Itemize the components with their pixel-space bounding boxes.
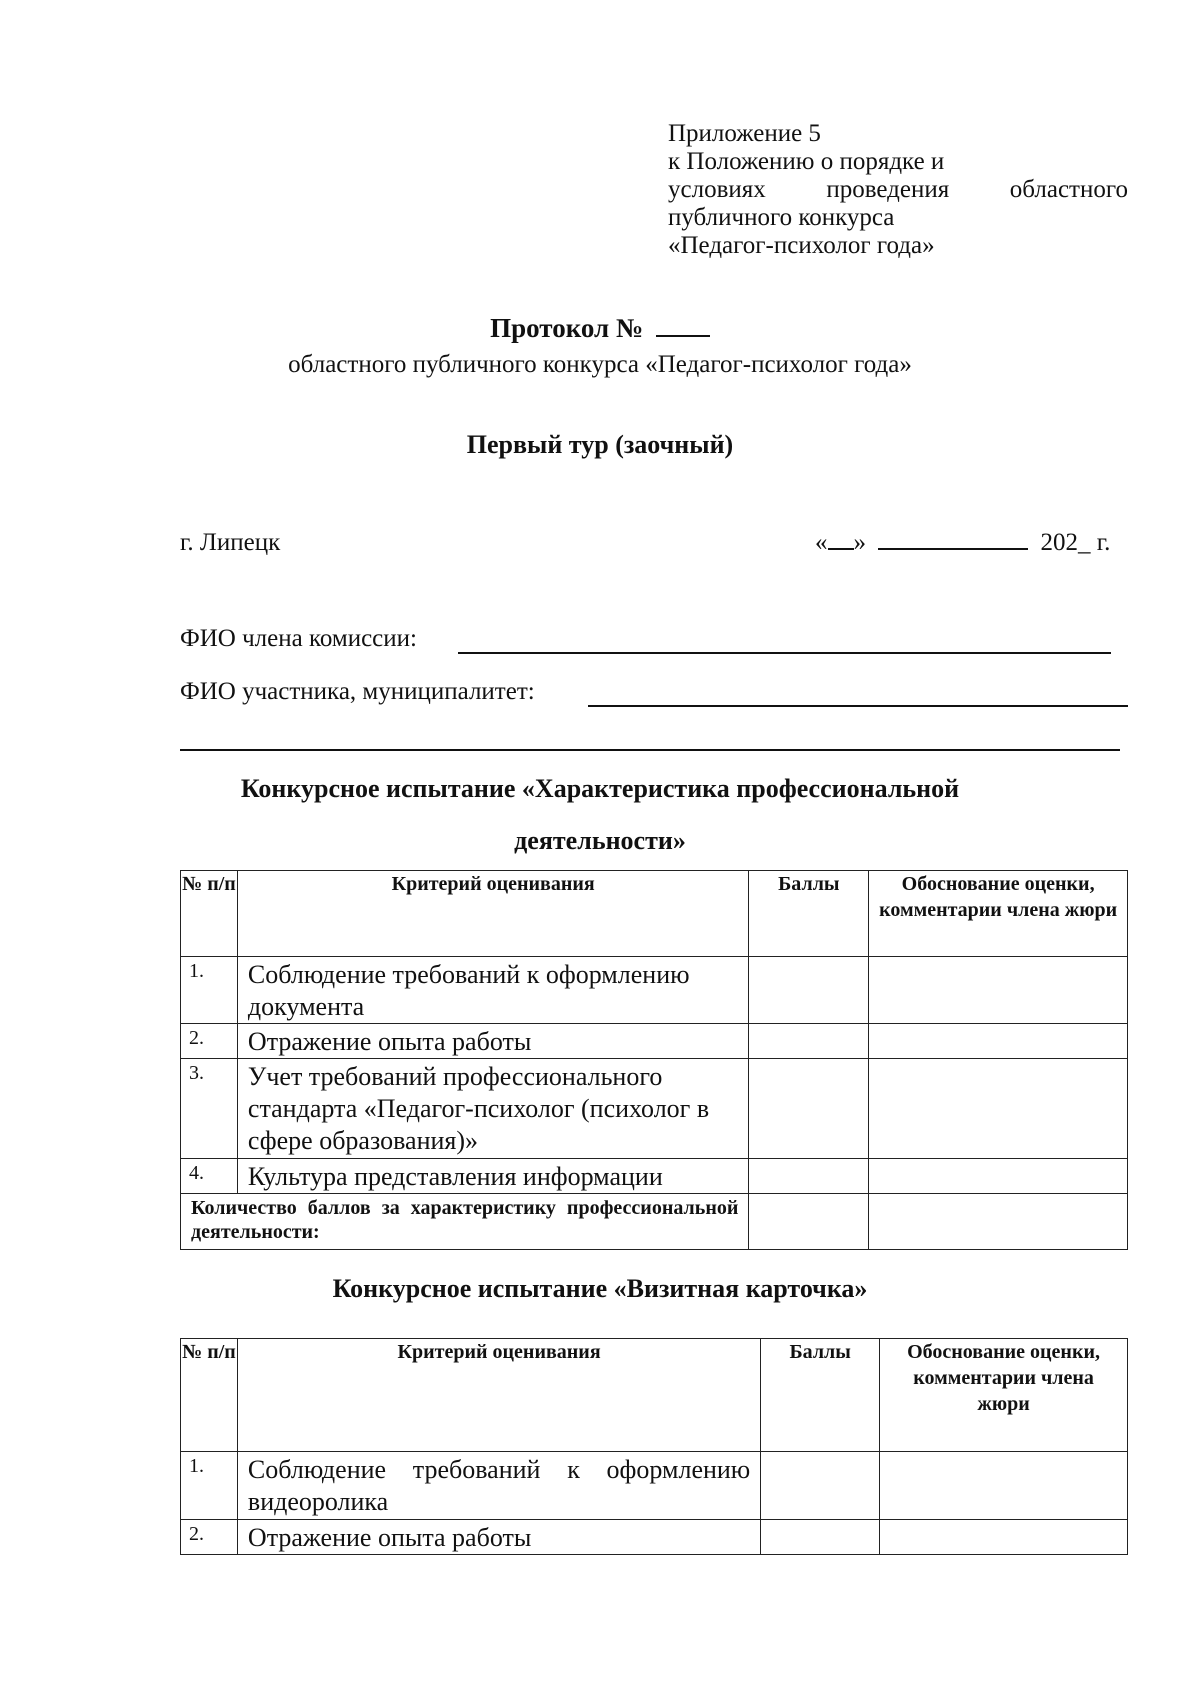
section1-title-line1: Конкурсное испытание «Характеристика профессиональной <box>240 774 960 803</box>
score-cell[interactable] <box>749 1159 869 1194</box>
total-score-cell[interactable] <box>749 1194 869 1250</box>
table-header-row <box>181 871 1128 957</box>
appendix-line-3b: проведения <box>826 176 950 203</box>
section2-title: Конкурсное испытание «Визитная карточка» <box>332 1274 868 1303</box>
header-score: Баллы <box>761 1339 880 1452</box>
score-cell[interactable] <box>761 1520 880 1555</box>
score-cell[interactable] <box>761 1452 880 1520</box>
participant-name-line[interactable] <box>588 705 1128 707</box>
section1-title-line2: деятельности» <box>514 826 686 855</box>
header-comment: Обоснование оценки, комментарии члена жюри <box>869 871 1128 957</box>
appendix-line-3 <box>668 176 1128 204</box>
date-line <box>815 528 1110 558</box>
row-criterion: Отражение опыта работы <box>237 1024 748 1059</box>
row-num: 1. <box>181 957 238 1024</box>
protocol-title-text: Протокол № <box>490 313 644 343</box>
participant-extra-line[interactable] <box>180 749 1120 751</box>
appendix-line-5: «Педагог-психолог года» <box>668 232 935 259</box>
table-row <box>181 1024 1128 1059</box>
row-criterion: Отражение опыта работы <box>237 1520 760 1555</box>
table-row <box>181 1520 1128 1555</box>
day-blank <box>828 548 854 550</box>
protocol-subtitle: областного публичного конкурса «Педагог-психолог года» <box>288 351 912 378</box>
member-name-line[interactable] <box>458 652 1111 654</box>
appendix-line-3a: условиях <box>668 176 766 203</box>
appendix-line-4: публичного конкурса <box>668 204 895 231</box>
row-num: 2. <box>181 1024 238 1059</box>
table-row <box>181 1059 1128 1159</box>
header-score: Баллы <box>749 871 869 957</box>
table-header-row <box>181 1339 1128 1452</box>
header-num: № п/п <box>181 871 238 957</box>
header-comment: Обоснование оценки, комментарии члена жюри <box>880 1339 1128 1452</box>
member-label: ФИО члена комиссии: <box>180 625 417 652</box>
header-criterion: Критерий оценивания <box>237 1339 760 1452</box>
table-total-row <box>181 1194 1128 1250</box>
row-criterion: Соблюдение требований к оформлению видеоролика <box>237 1452 760 1520</box>
total-comment-cell[interactable] <box>869 1194 1128 1250</box>
comment-cell[interactable] <box>869 1159 1128 1194</box>
month-blank <box>878 548 1028 550</box>
date-quote-close: » <box>853 529 866 556</box>
row-num: 1. <box>181 1452 238 1520</box>
score-cell[interactable] <box>749 1059 869 1159</box>
table-row <box>181 957 1128 1024</box>
score-cell[interactable] <box>749 957 869 1024</box>
table-row <box>181 1159 1128 1194</box>
protocol-title <box>0 312 1200 344</box>
appendix-note <box>668 120 1128 260</box>
date-year: 202_ г. <box>1040 529 1111 556</box>
total-label: Количество баллов за характеристику профессиональной деятельности: <box>181 1194 749 1250</box>
row-num: 2. <box>181 1520 238 1555</box>
header-criterion: Критерий оценивания <box>237 871 748 957</box>
header-num: № п/п <box>181 1339 238 1452</box>
comment-cell[interactable] <box>869 1059 1128 1159</box>
table-row <box>181 1452 1128 1520</box>
appendix-line-2: к Положению о порядке и <box>668 148 945 175</box>
appendix-line-3c: областного <box>1009 176 1128 203</box>
comment-cell[interactable] <box>869 957 1128 1024</box>
comment-cell[interactable] <box>880 1452 1128 1520</box>
row-criterion: Соблюдение требований к оформлению документа <box>237 957 748 1024</box>
comment-cell[interactable] <box>880 1520 1128 1555</box>
row-num: 4. <box>181 1159 238 1194</box>
table-business-card <box>180 1338 1128 1555</box>
score-cell[interactable] <box>749 1024 869 1059</box>
comment-cell[interactable] <box>869 1024 1128 1059</box>
protocol-number-blank <box>656 335 710 337</box>
row-criterion: Учет требований профессионального стандарта «Педагог-психолог (психолог в сфере образования)» <box>237 1059 748 1159</box>
participant-label: ФИО участника, муниципалитет: <box>180 678 535 705</box>
row-num: 3. <box>181 1059 238 1159</box>
round-title: Первый тур (заочный) <box>466 430 734 459</box>
appendix-line-1: Приложение 5 <box>668 120 821 147</box>
row-criterion: Культура представления информации <box>237 1159 748 1194</box>
date-quote-open: « <box>815 529 828 556</box>
table-characteristic <box>180 870 1128 1250</box>
city-label: г. Липецк <box>180 529 281 556</box>
